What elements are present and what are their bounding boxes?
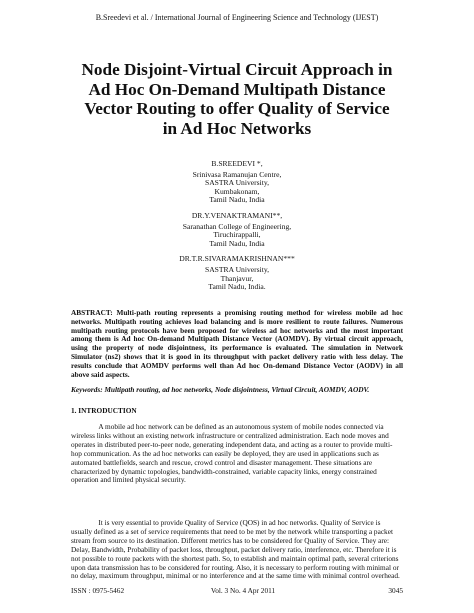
author-1 [37, 160, 437, 205]
section-heading: 1. INTRODUCTION [71, 406, 137, 415]
title-line: Node Disjoint-Virtual Circuit Approach in [81, 60, 393, 79]
text-line: upon data transmission has to be considered for routing. Also, it is necessary to perform routing with minimal or [71, 562, 399, 572]
text-line: no delay, maximum throughput, minimal or no interference and at the same time with minimal control overhead. [71, 571, 400, 581]
text-line: automated battlefields, search and rescue, crowd control and disaster management. These situations are [71, 457, 373, 467]
affiliation-line: Tiruchirappalli, [213, 230, 261, 240]
keywords: Keywords: Multipath routing, ad hoc networks, Node disjointness, Virtual Circuit, AOMDV, AODV. [71, 385, 370, 394]
text-line: It is very essential to provide Quality of Service (QOS) in ad hoc networks. Quality of Service is [71, 518, 381, 527]
affiliation-line: Tamil Nadu, India [209, 238, 265, 248]
text-line: A mobile ad hoc network can be defined as an autonomous system of mobile nodes connected via [71, 422, 384, 431]
affiliation-line: SASTRA University, [204, 264, 270, 274]
affiliation-line: Saranathan College of Engineering, [182, 221, 292, 231]
text-line: Delay, Bandwidth, Probability of packet loss, throughput, packet delivery ratio, interference, etc. Therefore it is [71, 544, 397, 554]
affiliation-line: Tamil Nadu, India [209, 195, 265, 205]
paper-title [62, 60, 412, 138]
text-line: operation and limited physical security. [71, 475, 186, 485]
author-name: B.SREEDEVI *, [211, 159, 263, 168]
text-line: not possible to route packets with the shortest path. So, to establish and maintain optimal path, several criterions [71, 553, 399, 563]
affiliation-line: Thanjavur, [220, 273, 254, 283]
issn: ISSN : 0975-5462 [71, 586, 125, 595]
author-3 [37, 255, 437, 291]
title-line: in Ad Hoc Networks [162, 118, 312, 138]
text-line: operates in distributed peer-to-peer node, generating independent data, and acting as a router to provide multi- [71, 439, 393, 449]
title-line: Ad Hoc On-Demand Multipath Distance [88, 79, 386, 99]
text-line: hop communication. As the ad hoc networks can easily be deployed, they are used in applications such as [71, 448, 379, 458]
author-name: DR.T.R.SIVARAMAKRISHNAN*** [179, 254, 295, 264]
volume-info: Vol. 3 No. 4 Apr 2011 [210, 586, 276, 595]
text-line: usually defined as a set of service requirements that need to be met by the network while transporting a packet [71, 526, 393, 536]
running-head: B.Sreedevi et al. / International Journal of Engineering Science and Technology (IJEST) [95, 13, 379, 22]
abstract: ABSTRACT: Multi-path routing represents a promising routing method for wireless mobile ad hoc networks. Multipath routing achieves load balancing and is more resilient to route failures. Numerous multipath routing protocols have been proposed for wireless ad hoc networks and the most important among them is Ad hoc On-demand Multipath Distance Vector (AOMDV). By virtual circuit approach, using the property of node disjointness, its performance is evaluated. The simulation in Network Simulator (ns2) shows that it is good in its throughput with packet delivery ratio with less delay. The results conclude that AOMDV performs well than Ad hoc On-demand Distance Vector (AODV) in all above said aspects. [71, 308, 403, 379]
affiliation-line: Srinivasa Ramanujan Centre, [192, 169, 282, 179]
text-line: stream from source to its destination. Different metrics has to be considered for Quality of Service. They are: [71, 535, 390, 545]
author-list [37, 160, 437, 299]
affiliation-line: Tamil Nadu, India. [208, 282, 266, 292]
author-2 [37, 212, 437, 248]
introduction-paragraph-1 [71, 423, 403, 485]
title-line: Vector Routing to offer Quality of Service [84, 99, 390, 118]
affiliation-line: Kumbakonam, [214, 186, 260, 196]
text-line: wireless links without an existing network infrastructure or centralized administration. Each node moves and [71, 430, 389, 440]
introduction-paragraph-2 [71, 519, 403, 581]
affiliation-line: SASTRA University, [204, 178, 270, 188]
text-line: characterized by dynamic topologies, bandwidth-constrained, variable capacity links, energy constrained [71, 466, 377, 476]
author-name: DR.Y.VENAKTRAMANI**, [191, 210, 283, 220]
page-number: 3045 [388, 586, 403, 595]
